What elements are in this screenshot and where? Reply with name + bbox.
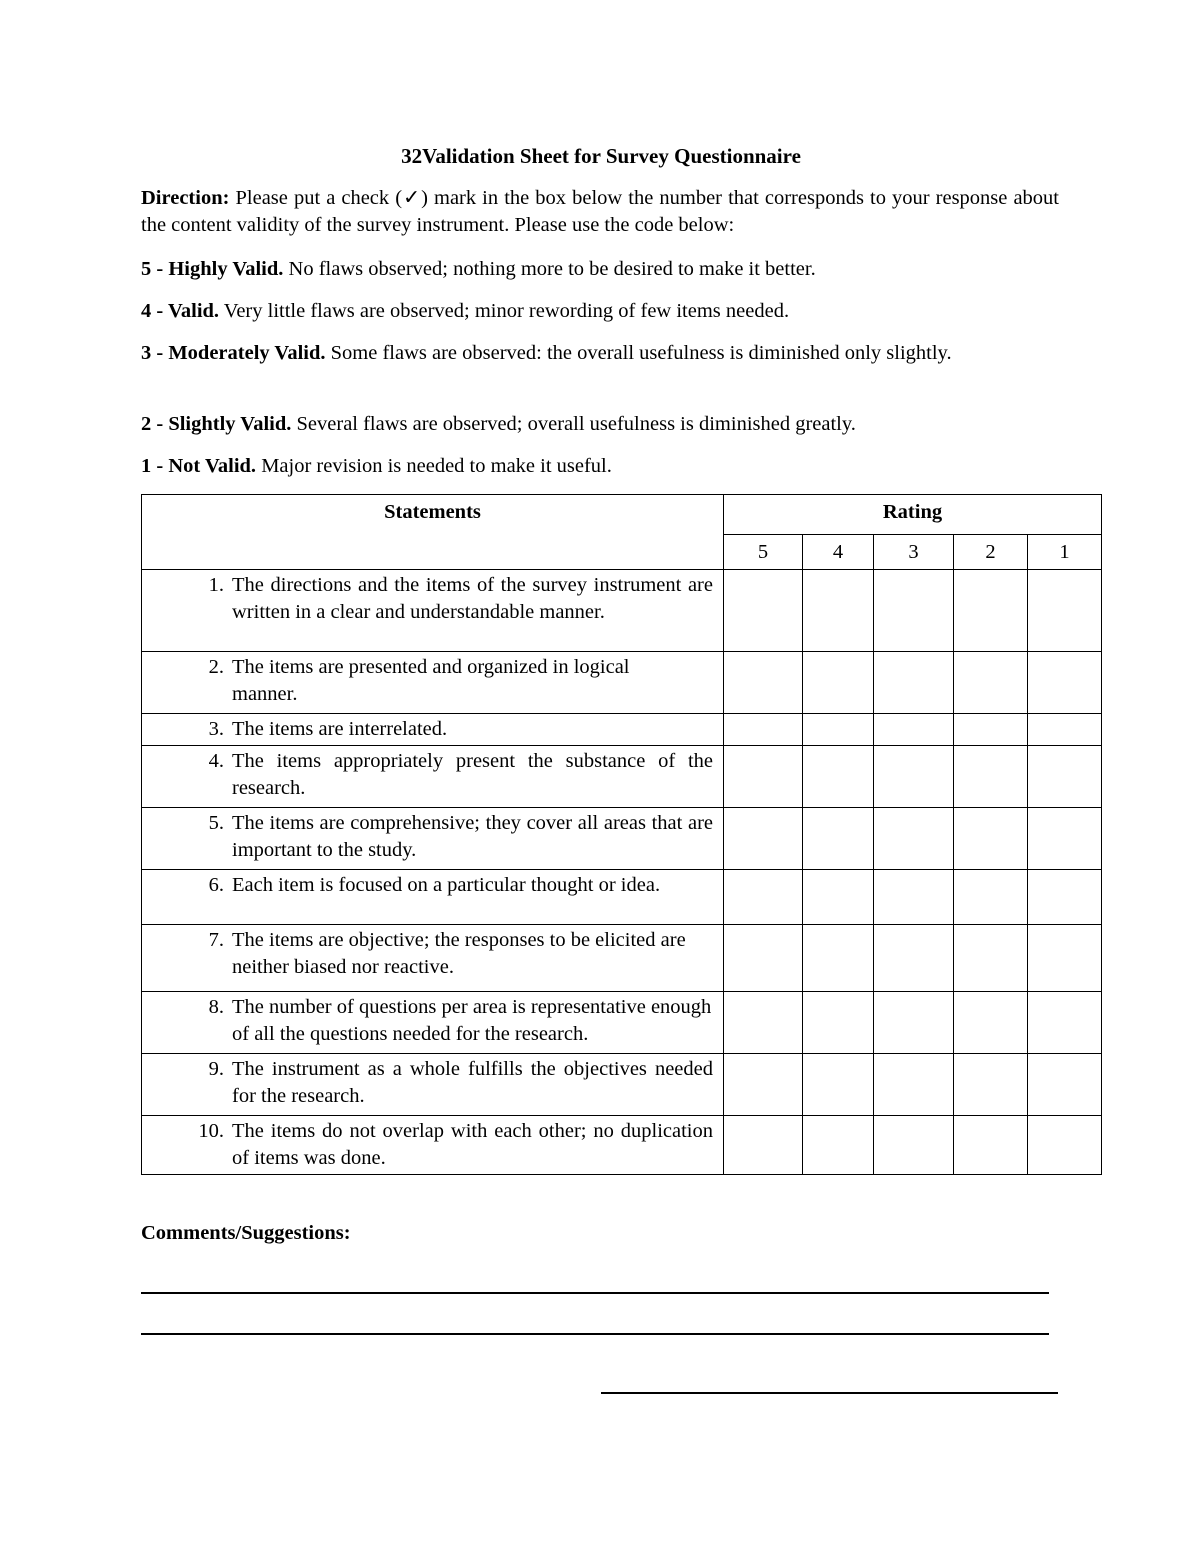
rating-table	[141, 494, 1102, 1175]
statement-number: 5.	[208, 812, 224, 834]
rating-box-2[interactable]	[954, 808, 1028, 870]
statement-number: 8.	[208, 996, 224, 1018]
table-header-row	[142, 495, 1102, 535]
code-text: Several flaws are observed; overall usefulness is diminished greatly.	[291, 413, 856, 435]
rating-box-3[interactable]	[874, 746, 954, 808]
rating-box-3[interactable]	[874, 808, 954, 870]
statement-cell	[142, 746, 724, 808]
table-row	[142, 1054, 1102, 1116]
rating-box-4[interactable]	[803, 1054, 874, 1116]
rating-box-1[interactable]	[1028, 808, 1102, 870]
code-not-valid	[141, 453, 1059, 480]
rating-box-1[interactable]	[1028, 714, 1102, 746]
rating-box-2[interactable]	[954, 570, 1028, 652]
table-row	[142, 925, 1102, 992]
comments-label: Comments/Suggestions:	[141, 1222, 351, 1244]
code-label: 2 - Slightly Valid.	[141, 413, 292, 435]
rating-scale-2: 2	[954, 535, 1028, 570]
statement-number: 6.	[208, 874, 224, 896]
rating-box-1[interactable]	[1028, 652, 1102, 714]
rating-box-2[interactable]	[954, 1054, 1028, 1116]
statement-number: 4.	[208, 750, 224, 772]
code-label: 5 - Highly Valid.	[141, 258, 284, 280]
rating-box-4[interactable]	[803, 570, 874, 652]
rating-scale-1: 1	[1028, 535, 1102, 570]
rating-box-3[interactable]	[874, 714, 954, 746]
rating-box-4[interactable]	[803, 992, 874, 1054]
rating-box-5[interactable]	[724, 992, 803, 1054]
statement-cell	[142, 870, 724, 925]
statement-number: 7.	[208, 929, 224, 951]
statement-number: 2.	[208, 656, 224, 678]
table-row	[142, 746, 1102, 808]
rating-box-3[interactable]	[874, 992, 954, 1054]
code-label: 1 - Not Valid.	[141, 455, 257, 477]
statement-text: The items do not overlap with each other; no duplication of items was done.	[232, 1120, 713, 1169]
direction-label: Direction:	[141, 187, 230, 209]
statement-cell	[142, 714, 724, 746]
statement-cell	[142, 925, 724, 992]
rating-box-5[interactable]	[724, 746, 803, 808]
code-text: Very little flaws are observed; minor rewording of few items needed.	[219, 300, 790, 322]
rating-box-4[interactable]	[803, 652, 874, 714]
statement-cell	[142, 1116, 724, 1175]
rating-box-2[interactable]	[954, 652, 1028, 714]
rating-box-1[interactable]	[1028, 925, 1102, 992]
rating-box-1[interactable]	[1028, 570, 1102, 652]
rating-box-5[interactable]	[724, 1054, 803, 1116]
table-row	[142, 870, 1102, 925]
rating-box-2[interactable]	[954, 714, 1028, 746]
code-highly-valid	[141, 256, 1059, 283]
statement-text: The number of questions per area is representative enough of all the questions needed for the research.	[232, 996, 712, 1045]
rating-box-4[interactable]	[803, 746, 874, 808]
direction-paragraph	[141, 185, 1059, 239]
statement-text: The items are interrelated.	[232, 718, 448, 740]
comment-line-1[interactable]	[141, 1292, 1049, 1294]
statement-text: The items are presented and organized in logical manner.	[232, 656, 630, 705]
statement-cell	[142, 808, 724, 870]
rating-box-5[interactable]	[724, 652, 803, 714]
rating-box-5[interactable]	[724, 570, 803, 652]
rating-box-2[interactable]	[954, 1116, 1028, 1175]
statement-cell	[142, 652, 724, 714]
rating-box-1[interactable]	[1028, 1054, 1102, 1116]
rating-box-3[interactable]	[874, 870, 954, 925]
signature-line[interactable]	[601, 1392, 1058, 1394]
rating-box-2[interactable]	[954, 870, 1028, 925]
statement-text: The directions and the items of the survey instrument are written in a clear and understandable manner.	[232, 574, 713, 623]
statement-cell	[142, 1054, 724, 1116]
table-row	[142, 992, 1102, 1054]
code-text: Major revision is needed to make it useful.	[256, 455, 612, 477]
rating-box-4[interactable]	[803, 925, 874, 992]
statement-text: The items appropriately present the substance of the research.	[232, 750, 713, 799]
rating-box-3[interactable]	[874, 570, 954, 652]
rating-box-1[interactable]	[1028, 992, 1102, 1054]
statements-header: Statements	[142, 495, 724, 570]
rating-header: Rating	[724, 495, 1102, 535]
rating-box-2[interactable]	[954, 746, 1028, 808]
rating-box-3[interactable]	[874, 652, 954, 714]
rating-box-1[interactable]	[1028, 870, 1102, 925]
rating-scale-3: 3	[874, 535, 954, 570]
code-label: 4 - Valid.	[141, 300, 220, 322]
table-row	[142, 808, 1102, 870]
rating-scale-4: 4	[803, 535, 874, 570]
code-label: 3 - Moderately Valid.	[141, 342, 326, 364]
rating-box-4[interactable]	[803, 870, 874, 925]
statement-text: Each item is focused on a particular thought or idea.	[232, 874, 661, 896]
statement-number: 10.	[198, 1120, 224, 1142]
statement-number: 9.	[208, 1058, 224, 1080]
rating-box-5[interactable]	[724, 925, 803, 992]
comment-line-2[interactable]	[141, 1333, 1049, 1335]
rating-box-5[interactable]	[724, 1116, 803, 1175]
rating-box-3[interactable]	[874, 1116, 954, 1175]
table-row	[142, 714, 1102, 746]
rating-box-5[interactable]	[724, 714, 803, 746]
statement-text: The items are objective; the responses to be elicited are neither biased nor reactive.	[232, 929, 686, 978]
rating-box-1[interactable]	[1028, 746, 1102, 808]
rating-scale-5: 5	[724, 535, 803, 570]
code-text: No flaws observed; nothing more to be desired to make it better.	[283, 258, 816, 280]
statement-cell	[142, 570, 724, 652]
statement-text: The instrument as a whole fulfills the objectives needed for the research.	[232, 1058, 713, 1107]
rating-box-5[interactable]	[724, 870, 803, 925]
direction-text: Please put a check (✓) mark in the box below the number that corresponds to your response about the content validity of the survey instrument. Please use the code below:	[141, 187, 1059, 236]
table-row	[142, 652, 1102, 714]
statement-text: The items are comprehensive; they cover all areas that are important to the study.	[232, 812, 713, 861]
rating-box-2[interactable]	[954, 925, 1028, 992]
table-row	[142, 1116, 1102, 1175]
statement-number: 1.	[208, 574, 224, 596]
code-valid	[141, 298, 1059, 325]
rating-box-4[interactable]	[803, 808, 874, 870]
rating-box-5[interactable]	[724, 808, 803, 870]
code-text: Some flaws are observed: the overall usefulness is diminished only slightly.	[325, 342, 952, 364]
statement-number: 3.	[208, 718, 224, 740]
code-moderately-valid	[141, 340, 1059, 367]
statement-cell	[142, 992, 724, 1054]
code-slightly-valid	[141, 411, 1059, 438]
rating-box-1[interactable]	[1028, 1116, 1102, 1175]
rating-box-4[interactable]	[803, 1116, 874, 1175]
rating-box-3[interactable]	[874, 925, 954, 992]
rating-box-2[interactable]	[954, 992, 1028, 1054]
rating-box-3[interactable]	[874, 1054, 954, 1116]
table-row	[142, 570, 1102, 652]
page-title: 32Validation Sheet for Survey Questionnaire	[401, 144, 801, 168]
rating-box-4[interactable]	[803, 714, 874, 746]
